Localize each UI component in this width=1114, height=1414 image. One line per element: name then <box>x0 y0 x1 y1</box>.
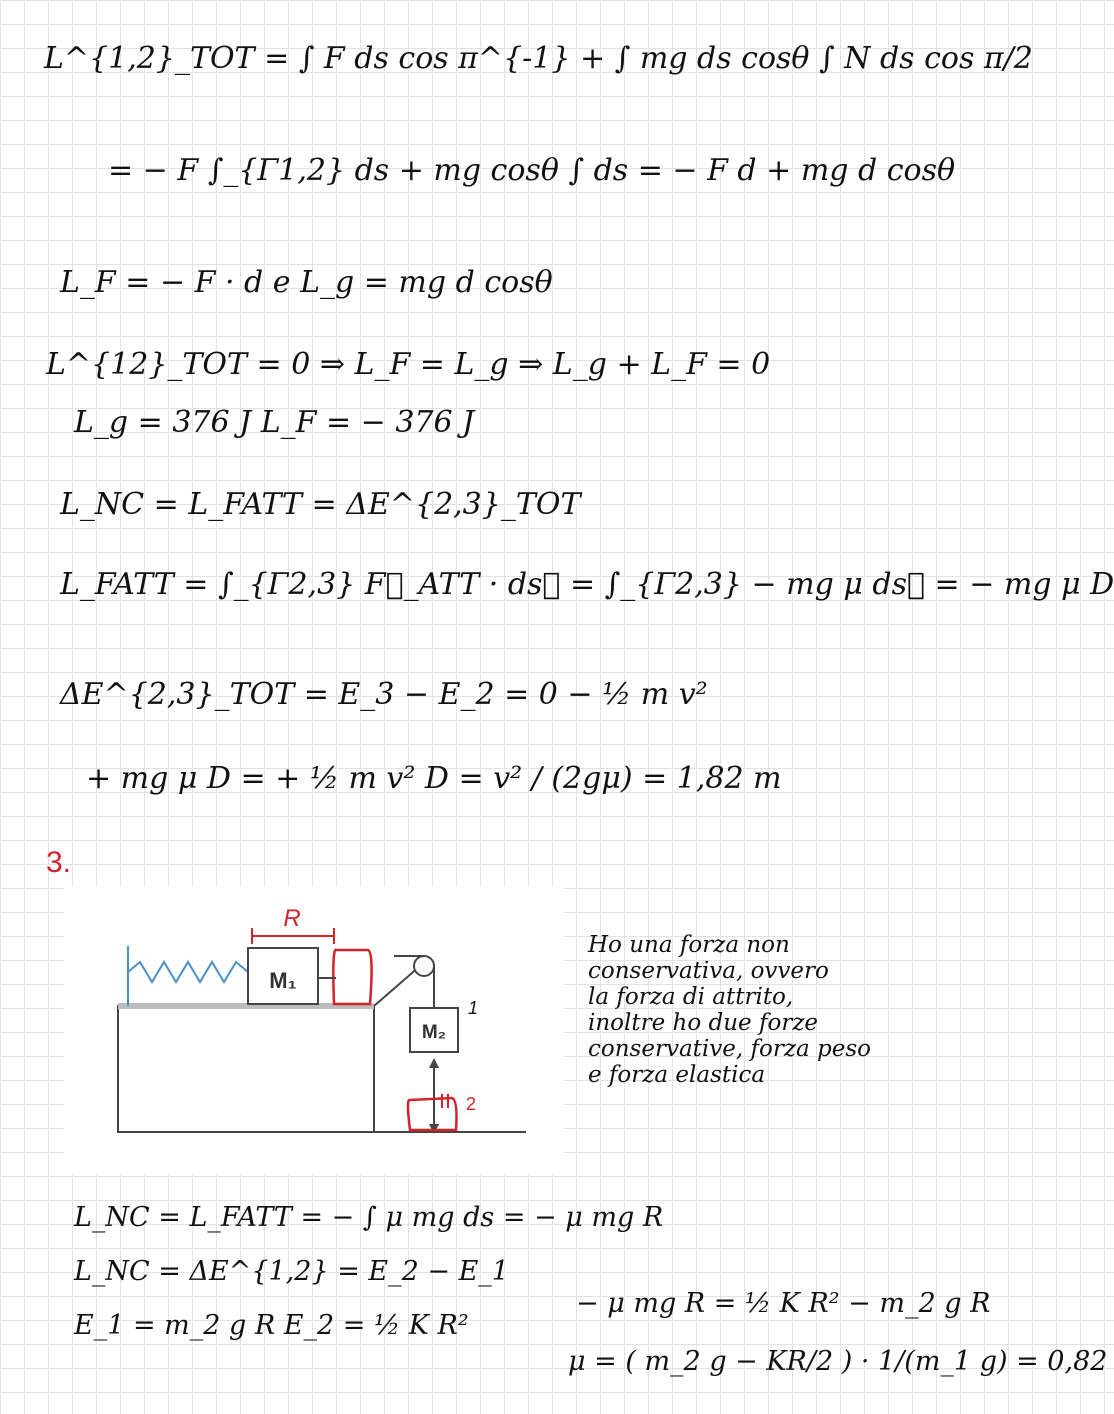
table-block <box>118 1006 374 1132</box>
work-total-integral-line: L^{1,2}_TOT = ∫ F ds cos π^{-1} + ∫ mg ds cosθ ∫ N ds cos π/2 <box>44 41 1033 76</box>
note-line: inoltre ho due forze <box>588 1010 819 1036</box>
diagram-svg <box>64 886 564 1174</box>
position-1-label: 1 <box>468 998 479 1018</box>
force-and-gravity-work-line: L_F = − F · d e L_g = mg d cosθ <box>60 265 553 300</box>
block-m1-final-position <box>333 950 371 1004</box>
block-m2-label: M₂ <box>421 1022 447 1043</box>
work-values-line: L_g = 376 J L_F = − 376 J <box>74 405 475 440</box>
energy-balance-line: − μ mg R = ½ K R² − m_2 g R <box>576 1288 991 1319</box>
forces-note <box>588 932 871 1088</box>
pulley-support <box>374 966 420 1006</box>
note-line: conservative, forza peso <box>588 1036 871 1062</box>
spring <box>128 962 248 982</box>
energy-difference-line: L_NC = ΔE^{1,2} = E_2 − E_1 <box>74 1256 509 1287</box>
friction-work-integral-line: L_FATT = ∫_{Γ2,3} F⃗_ATT · ds⃗ = ∫_{Γ2,3} − mg μ ds⃗ = − mg μ D <box>60 567 1114 602</box>
block-m1-label: M₁ <box>269 968 297 993</box>
note-line: Ho una forza non <box>588 932 790 958</box>
mu-result-line: μ = ( m_2 g − KR/2 ) · 1/(m_1 g) = 0,82 <box>568 1346 1108 1377</box>
position-2-label: 2 <box>466 1094 477 1114</box>
section-number: 3. <box>46 846 72 879</box>
displacement-arrow-head-up <box>429 1058 439 1068</box>
pulley <box>414 956 434 976</box>
nonconservative-work-line: L_NC = L_FATT = ΔE^{2,3}_TOT <box>60 487 581 522</box>
energy-states-line: E_1 = m_2 g R E_2 = ½ K R² <box>74 1310 469 1341</box>
note-line: la forza di attrito, <box>588 984 794 1010</box>
energy-change-line: ΔE^{2,3}_TOT = E_3 − E_2 = 0 − ½ m v² <box>60 677 708 712</box>
distance-result-line: + mg μ D = + ½ m v² D = v² / (2gμ) = 1,82 m <box>86 761 782 796</box>
spring-pulley-diagram <box>64 886 564 1174</box>
zero-total-work-line: L^{12}_TOT = 0 ⇒ L_F = L_g ⇒ L_g + L_F = 0 <box>46 347 771 382</box>
note-line: e forza elastica <box>588 1062 766 1088</box>
work-total-simplified-line: = − F ∫_{Γ1,2} ds + mg cosθ ∫ ds = − F d + mg d cosθ <box>108 153 956 188</box>
friction-work-line: L_NC = L_FATT = − ∫ μ mg ds = − μ mg R <box>74 1202 664 1233</box>
length-r-label: R <box>283 905 301 932</box>
note-line: conservativa, ovvero <box>588 958 829 984</box>
